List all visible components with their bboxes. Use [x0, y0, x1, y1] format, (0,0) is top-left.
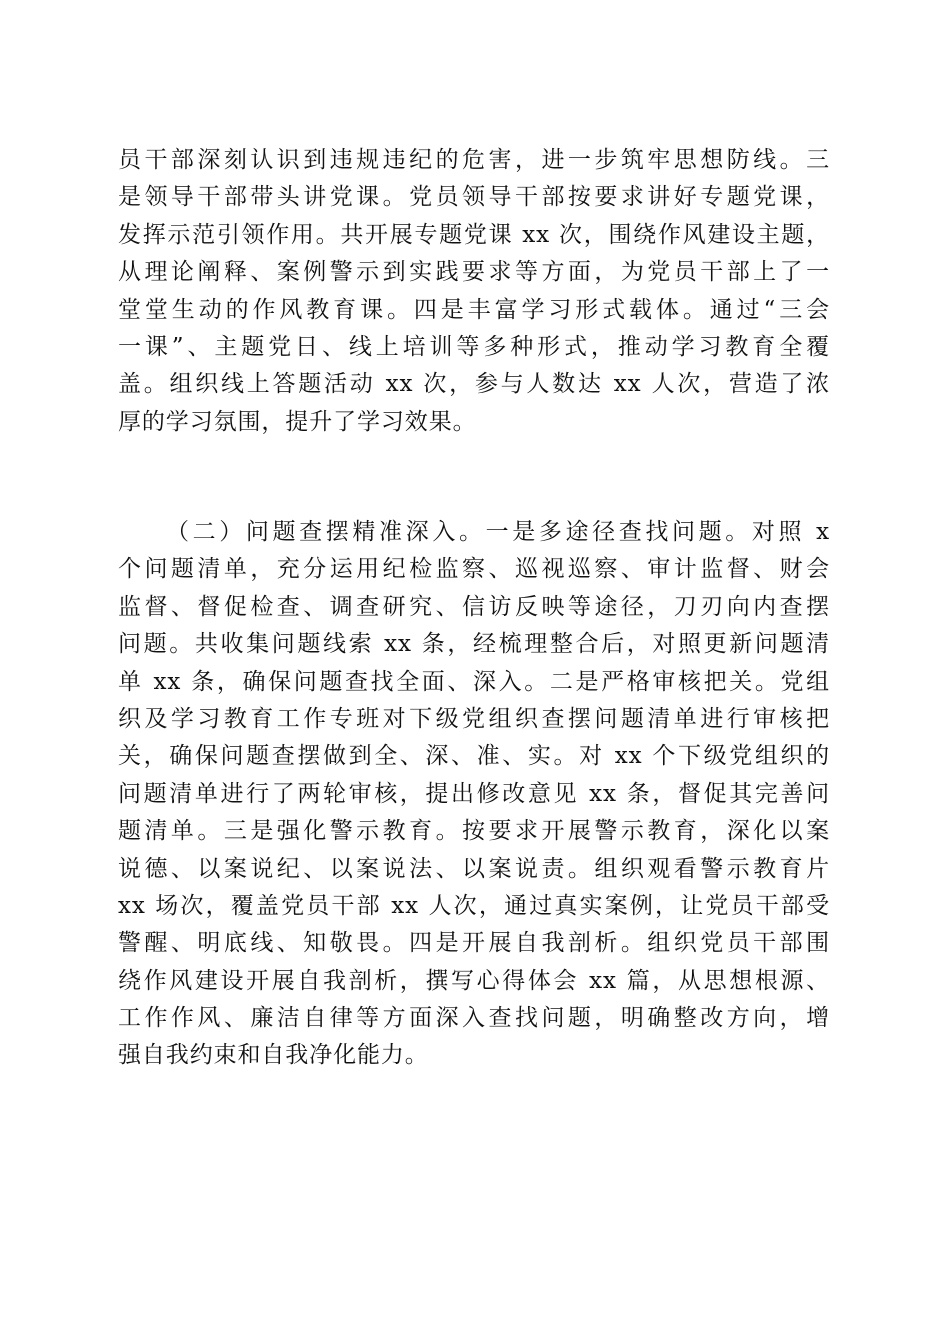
text-line: 员干部深刻认识到违规违纪的危害，进一步筑牢思想防线。三 — [118, 147, 830, 173]
text-line: 织及学习教育工作专班对下级党组织查摆问题清单进行审核把 — [118, 705, 830, 732]
text-line: 问题清单进行了两轮审核，提出修改意见 xx 条，督促其完善问 — [118, 780, 830, 807]
text-line: 监督、督促检查、调查研究、信访反映等途径，刀刃向内查摆 — [118, 593, 830, 620]
text-line: 说德、以案说纪、以案说法、以案说责。组织观看警示教育片 — [118, 855, 830, 882]
section-heading-line: （二）问题查摆精准深入。一是多途径查找问题。对照 x — [166, 519, 830, 545]
text-line: 关，确保问题查摆做到全、深、准、实。对 xx 个下级党组织的 — [118, 743, 830, 770]
text-line: 个问题清单，充分运用纪检监察、巡视巡察、审计监督、财会 — [118, 556, 830, 583]
text-line: 发挥示范引领作用。共开展专题党课 xx 次，围绕作风建设主题， — [118, 221, 830, 248]
text-line: 警醒、明底线、知敬畏。四是开展自我剖析。组织党员干部围 — [118, 930, 830, 957]
text-line: 强自我约束和自我净化能力。 — [118, 1042, 429, 1069]
text-line: 一课”、主题党日、线上培训等多种形式，推动学习教育全覆 — [118, 333, 830, 360]
text-line: 是领导干部带头讲党课。党员领导干部按要求讲好专题党课， — [118, 184, 830, 211]
paragraph-learning-education — [118, 142, 830, 441]
text-line: 问题。共收集问题线索 xx 条，经梳理整合后，对照更新问题清 — [118, 631, 830, 658]
text-line: 盖。组织线上答题活动 xx 次，参与人数达 xx 人次，营造了浓 — [118, 371, 830, 398]
text-line: 绕作风建设开展自我剖析，撰写心得体会 xx 篇，从思想根源、 — [118, 967, 830, 994]
text-line: 从理论阐释、案例警示到实践要求等方面，为党员干部上了一 — [118, 259, 830, 286]
text-line: 单 xx 条，确保问题查找全面、深入。二是严格审核把关。党组 — [118, 668, 830, 695]
text-line: 题清单。三是强化警示教育。按要求开展警示教育，深化以案 — [118, 818, 830, 845]
text-line: xx 场次，覆盖党员干部 xx 人次，通过真实案例，让党员干部受 — [118, 892, 830, 919]
text-line: 堂堂生动的作风教育课。四是丰富学习形式载体。通过“三会 — [118, 296, 830, 323]
text-line: 工作作风、廉洁自律等方面深入查找问题，明确整改方向，增 — [118, 1005, 830, 1032]
paragraph-problem-review — [118, 514, 830, 1075]
text-line: 厚的学习氛围，提升了学习效果。 — [118, 408, 477, 435]
